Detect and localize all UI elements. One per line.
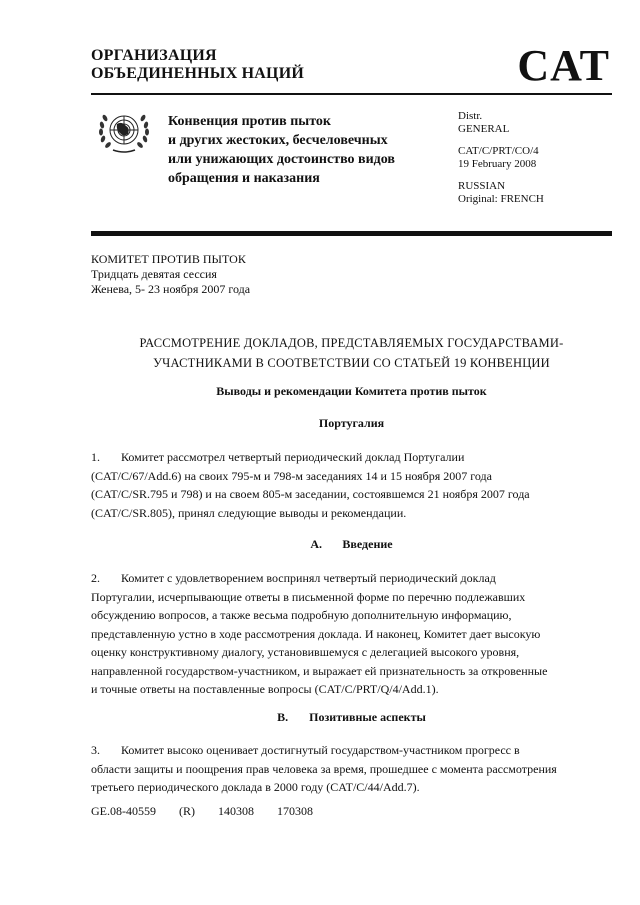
convention-line: и других жестоких, бесчеловечных [168, 133, 388, 148]
doc-language: RUSSIAN [458, 180, 506, 192]
header-rule-thin [91, 93, 612, 95]
un-emblem-icon [95, 106, 153, 156]
paragraph-line: и точные ответы на поставленные вопросы (CAT/C/PRT/Q/4/Add.1). [91, 682, 439, 696]
section-heading-a [91, 537, 612, 552]
committee-info [91, 252, 250, 297]
doc-original-language: Original: FRENCH [458, 193, 544, 205]
job-number-footer [91, 804, 327, 819]
section-letter: A. [310, 537, 323, 551]
date-code-2: 170308 [277, 804, 313, 818]
committee-name: КОМИТЕТ ПРОТИВ ПЫТОК [91, 252, 246, 266]
section-title: Введение [342, 537, 393, 551]
committee-place-dates: Женева, 5- 23 ноября 2007 года [91, 282, 251, 296]
paragraph-line: (CAT/C/SR.795 и 798) и на своем 805-м заседании, состоявшемся 21 ноября 2007 года [91, 487, 530, 501]
paragraph-line: Комитет высоко оценивает достигнутый государством-участником прогресс в [121, 743, 520, 757]
convention-line: обращения и наказания [168, 171, 320, 186]
doc-date: 19 February 2008 [458, 158, 537, 170]
paragraph-number: 1. [91, 450, 100, 464]
convention-line: Конвенция против пыток [168, 114, 331, 129]
paragraph-line: (CAT/C/SR.805), принял следующие выводы и рекомендации. [91, 505, 407, 520]
title-line-2: УЧАСТНИКАМИ В СООТВЕТСТВИИ СО СТАТЬЕЙ 19 КОНВЕНЦИИ [153, 356, 550, 370]
organization-name [91, 47, 304, 83]
paragraph-line: Комитет рассмотрел четвертый периодический доклад Португалии [121, 450, 465, 464]
paragraph-number: 2. [91, 571, 100, 585]
header-rule-thick [91, 231, 612, 236]
paragraph-line: обсуждению вопросов, а также весьма подробную дополнительную информацию, [91, 608, 512, 622]
paragraph-line: третьего периодического доклада в 2000 году (CAT/C/44/Add.7). [91, 780, 420, 794]
section-letter: B. [277, 710, 289, 724]
document-title [91, 333, 612, 373]
convention-title [168, 112, 395, 188]
document-subtitle: Выводы и рекомендации Комитета против пыток [216, 384, 487, 398]
org-line-2: ОБЪЕДИНЕННЫХ НАЦИЙ [91, 65, 304, 82]
paragraph-line: Комитет с удовлетворением воспринял четвертый периодический доклад [121, 571, 496, 585]
distr-label: Distr. [458, 110, 483, 122]
document-symbol-large: CAT [517, 41, 610, 90]
section-title: Позитивные аспекты [309, 710, 426, 724]
distr-value: GENERAL [458, 123, 510, 135]
title-line-1: РАССМОТРЕНИЕ ДОКЛАДОВ, ПРЕДСТАВЛЯЕМЫХ ГОСУДАРСТВАМИ- [139, 336, 564, 350]
paragraph-number: 3. [91, 743, 100, 757]
date-code-1: 140308 [218, 804, 254, 818]
language-code: (R) [179, 804, 195, 818]
convention-line: или унижающих достоинство видов [168, 152, 395, 167]
paragraph-line: (CAT/C/67/Add.6) на своих 795-м и 798-м заседаниях 14 и 15 ноября 2007 года [91, 468, 492, 483]
paragraph-1 [91, 448, 606, 522]
paragraph-2 [91, 569, 606, 699]
paragraph-line: области защиты и поощрения прав человека за время, прошедшее с момента рассмотрения [91, 761, 557, 776]
distribution-block [458, 110, 544, 206]
paragraph-3 [91, 741, 606, 797]
paragraph-line: Португалии, исчерпывающие ответы в письменной форме по перечню подлежавших [91, 589, 526, 604]
job-number: GE.08-40559 [91, 804, 156, 818]
paragraph-line: представленную устно в ходе рассмотрения доклада. И наконец, Комитет дает высокую [91, 626, 541, 641]
section-heading-b [91, 710, 612, 725]
paragraph-line: направленной государством-участником, и выражает ей признательность за откровенные [91, 663, 548, 678]
paragraph-line: оценку конструктивному диалогу, установившемуся с делегацией высокого уровня, [91, 645, 520, 659]
doc-symbol: CAT/C/PRT/CO/4 [458, 145, 539, 157]
committee-session: Тридцать девятая сессия [91, 267, 217, 281]
country-heading: Португалия [318, 416, 385, 430]
org-line-1: ОРГАНИЗАЦИЯ [91, 47, 217, 64]
